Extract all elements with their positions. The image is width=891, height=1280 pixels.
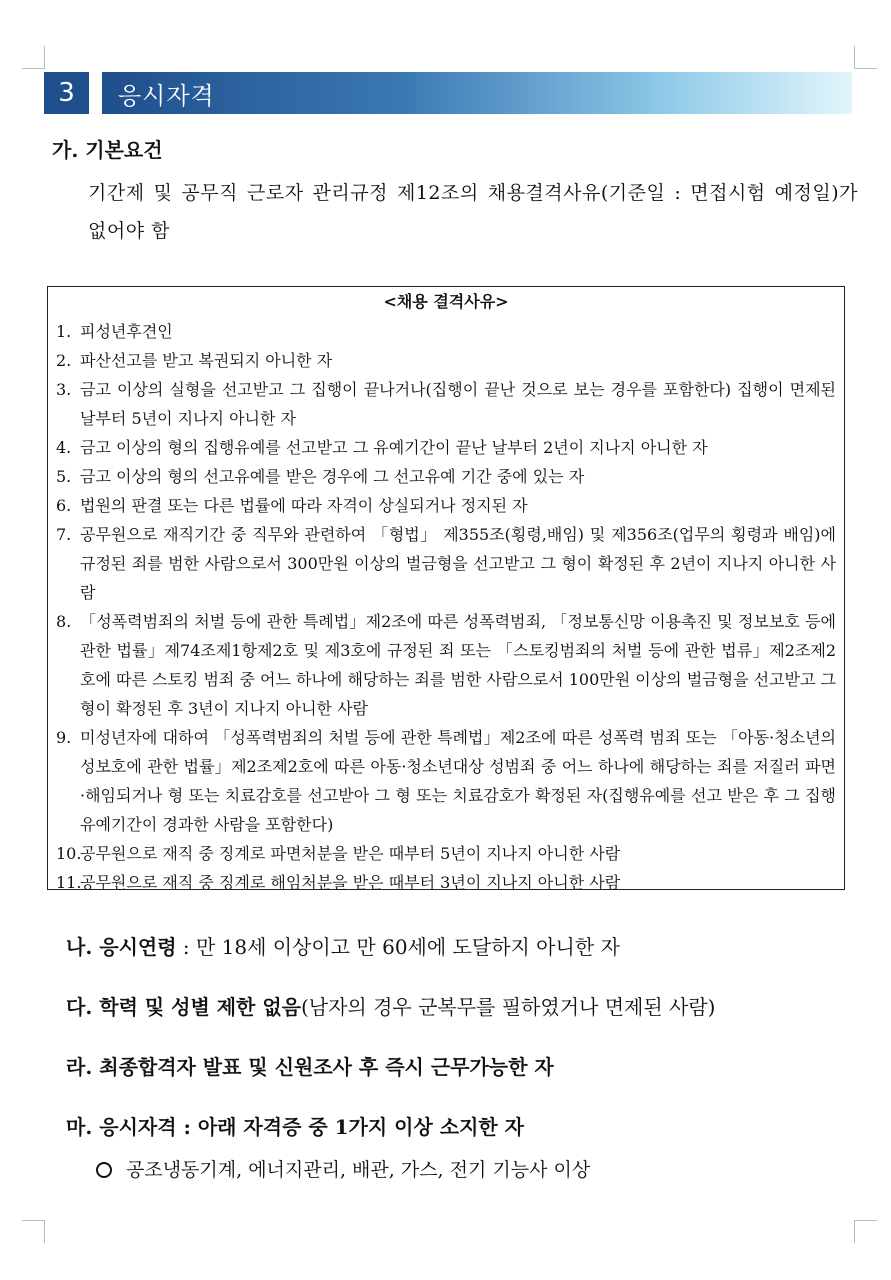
disqualification-item-text: 금고 이상의 실형을 선고받고 그 집행이 끝나거나(집행이 끝난 것으로 보는 경우를 포함한다) 집행이 면제된 날부터 5년이 지나지 아니한 자 [80,380,836,428]
disqualification-item-text: 공무원으로 재직 중 징계로 파면처분을 받은 때부터 5년이 지나지 아니한 사람 [80,844,621,863]
disqualification-item [56,723,836,839]
page-corner-mark [854,1220,877,1243]
circle-bullet-icon [96,1162,112,1178]
license-item [96,1156,590,1184]
education-requirement [66,993,715,1021]
basic-requirements-text: 기간제 및 공무직 근로자 관리규정 제12조의 채용결격사유(기준일 : 면접시험 예정일)가 없어야 함 [88,182,858,242]
final-requirement: 라. 최종합격자 발표 및 신원조사 후 즉시 근무가능한 자 [66,1055,554,1079]
disqualification-box [47,286,845,890]
page-corner-mark [22,46,45,69]
disqualification-item-number: 8. [56,612,72,631]
disqualification-item-number: 1. [56,322,72,341]
section-title: 응시자격 [118,81,215,110]
disqualification-item-number: 3. [56,380,72,399]
age-requirement [66,933,620,961]
page-corner-mark [854,46,877,69]
education-label: 다. 학력 및 성별 제한 없음 [66,995,301,1019]
disqualification-item [56,491,836,520]
license-heading: 마. 응시자격 : 아래 자격증 중 1가지 이상 소지한 자 [66,1115,525,1139]
disqualification-item-text: 미성년자에 대하여 「성폭력범죄의 처벌 등에 관한 특례법」제2조에 따른 성폭력 범죄 또는 「아동·청소년의 성보호에 관한 법률」제2조제2호에 따른 아동·청소년대상 성범죄 중 어느 하나에 해당하는 죄를 저질러 파면·해임되거나 형 또는 치료감호를 선고받아 그 형 또는 치료감호가 확정된 자(집행유예를 선고 받은 후 그 집행유예기간이 경과한 사람을 포함한다) [80,728,836,834]
disqualification-item-number: 10. [56,844,82,863]
disqualification-item [56,462,836,491]
disqualification-title: <채용 결격사유> [383,292,509,311]
disqualification-item-number: 5. [56,467,72,486]
disqualification-item-text: 「성폭력범죄의 처벌 등에 관한 특례법」제2조에 따른 성폭력범죄, 「정보통신망 이용촉진 및 정보보호 등에 관한 법률」제74조제1항제2호 및 제3호에 규정된 죄 또는 「스토킹범죄의 처벌 등에 관한 법류」제2조제2호에 따른 스토킹 범죄 중 어느 하나에 해당하는 죄를 범한 사람으로서 100만원 이상의 벌금형을 선고받고 그 형이 확정된 후 3년이 지나지 아니한 사람 [80,612,836,718]
disqualification-item-text: 법원의 판결 또는 다른 법률에 따라 자격이 상실되거나 정지된 자 [80,496,528,515]
disqualification-item-number: 7. [56,525,72,544]
disqualification-item-number: 9. [56,728,72,747]
disqualification-item-number: 11. [56,873,82,892]
age-label: 나. 응시연령 [66,935,177,959]
disqualification-item-text: 공무원으로 재직기간 중 직무와 관련하여 「형법」 제355조(횡령,배임) 및 제356조(업무의 횡령과 배임)에 규정된 죄를 범한 사람으로서 300만원 이상의 벌금형을 선고받고 그 형이 확정된 후 2년이 지나지 아니한 사람 [80,525,836,602]
disqualification-item-number: 4. [56,438,72,457]
license-item-text: 공조냉동기계, 에너지관리, 배관, 가스, 전기 기능사 이상 [126,1159,591,1181]
section-number: 3 [44,72,89,114]
disqualification-item-text: 공무원으로 재직 중 징계로 해임처분을 받은 때부터 3년이 지나지 아니한 사람 [80,873,621,892]
disqualification-item [56,839,836,868]
disqualification-item [56,607,836,723]
page-corner-mark [22,1220,45,1243]
disqualification-item-text: 파산선고를 받고 복권되지 아니한 자 [80,351,333,370]
education-text: (남자의 경우 군복무를 필하였거나 면제된 사람) [300,995,716,1019]
disqualification-item [56,520,836,607]
disqualification-item-text: 피성년후견인 [80,322,173,341]
disqualification-item [56,433,836,462]
disqualification-item [56,868,836,897]
disqualification-item [56,346,836,375]
disqualification-item-number: 6. [56,496,72,515]
disqualification-item [56,375,836,433]
disqualification-list [56,317,836,897]
basic-requirements-heading: 가. 기본요건 [52,138,163,162]
disqualification-item-text: 금고 이상의 형의 선고유예를 받은 경우에 그 선고유예 기간 중에 있는 자 [80,467,585,486]
disqualification-item-number: 2. [56,351,72,370]
age-text: : 만 18세 이상이고 만 60세에 도달하지 아니한 자 [176,935,620,959]
disqualification-item [56,317,836,346]
section-title-bar [102,72,852,114]
disqualification-item-text: 금고 이상의 형의 집행유예를 선고받고 그 유예기간이 끝난 날부터 2년이 지나지 아니한 자 [80,438,708,457]
